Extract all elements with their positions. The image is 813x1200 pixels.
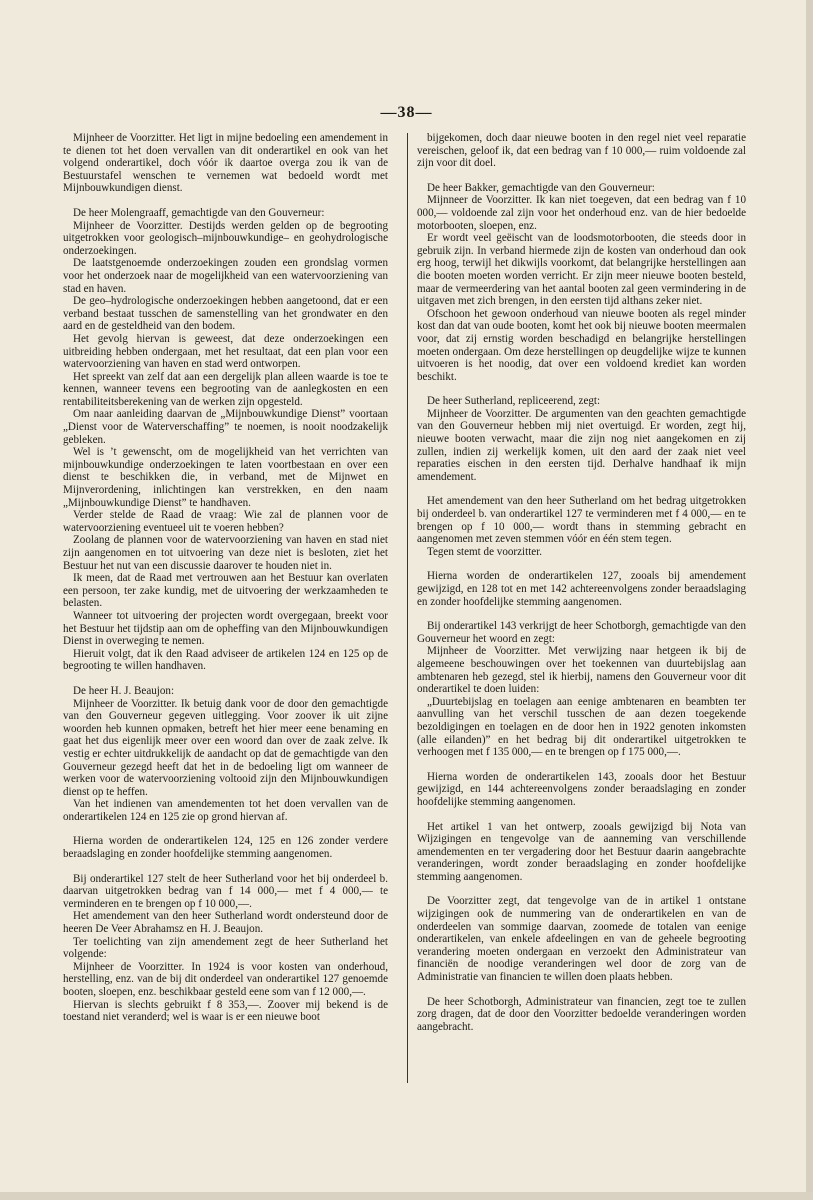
paragraph: Tegen stemt de voorzitter. bbox=[427, 545, 543, 558]
paragraph: Mijnneer de Voorzitter. Ik kan niet toegeven, dat een bedrag van f 10 000,— voldoende zal zijn voor het onderhoud enz. van de hier bedoelde motorbooten, sloepen, enz. bbox=[417, 194, 746, 232]
paragraph: Mijnheer de Voorzitter. Met verwijzing naar hetgeen ik bij de algemeene beschouwingen over het toekennen van duurtebijslag aan ambtenaren heb gezegd, stel ik hierbij, namens den Gouverneur voor dit onderartikel te doen luiden: bbox=[417, 645, 746, 696]
paragraph: Er wordt veel geëischt van de loodsmotorbooten, die steeds door in gebruik zijn. In verband hiermede zijn de kosten van onderhoud dan ook erg hoog, terwijl het dikwijls voorkomt, dat belangrijke herstellingen aan die booten moeten worden verricht. Er zijn meer nieuwe booten besteld, maar de vermeerdering van het aantal booten zal geen vermindering in de uitgaven met zich brengen, in den eersten tijd althans zeker niet. bbox=[417, 232, 746, 308]
paragraph: Mijnheer de Voorzitter. De argumenten van den geachten gemachtigde van den Gouverneur hebben mij niet overtuigd. Er worden, zegt hij, nieuwe booten verwacht, maar die zijn nog niet aangekomen en zij zullen, indien zij werkelijk komen, uit den aard der zaak niet veel reparaties eischen in den eersten tijd. Derhalve handhaaf ik mijn amendement. bbox=[417, 407, 746, 483]
paragraph: bijgekomen, doch daar nieuwe booten in den regel niet veel reparatie vereischen, geloof ik, dat een bedrag van f 10 000,— ruim voldoende zal zijn voor dit doel. bbox=[417, 132, 746, 170]
paragraph: Bij onderartikel 143 verkrijgt de heer Schotborgh, gemachtigde van den Gouverneur het woord en zegt: bbox=[417, 620, 746, 645]
paragraph: De Voorzitter zegt, dat tengevolge van de in artikel 1 ontstane wijzigingen ook de nummering van de onderartikelen en van de onderdeelen van sommige daarvan, zoomede de totalen van eenige onderartikelen, van enkele afdeelingen en van de geheele begrooting verandering moeten ondergaan en verzoekt den Administrateur van financiën de noodige veranderingen wel door de zorg van de Administratie van financien te willen doen plaats hebben. bbox=[417, 895, 746, 984]
paragraph: De heer Schotborgh, Administrateur van financien, zegt toe te zullen zorg dragen, dat de door den Voorzitter bedoelde veranderingen worden aangebracht. bbox=[417, 995, 746, 1033]
paragraph: Verder stelde de Raad de vraag: Wie zal de plannen voor de watervoorziening eventueel uit te voeren hebben? bbox=[63, 509, 388, 534]
paragraph: Mijnheer de Voorzitter. Het ligt in mijne bedoeling een amendement in te dienen tot het doen vervallen van dit onderartikel en ook van het volgend onderartikel, doch vóór ik daartoe overga zou ik van de Bestuurstafel wenschen te vernemen wat bedoeld wordt met Mijnbouwkundigen dienst. bbox=[63, 132, 388, 195]
paragraph: Hierna worden de onderartikelen 143, zooals door het Bestuur gewijzigd, en 144 achtereenvolgens zonder beraadslaging en zonder hoofdelijke stemming aangenomen. bbox=[417, 770, 746, 808]
paragraph: Het gevolg hiervan is geweest, dat deze onderzoekingen een uitbreiding hebben ondergaan, met het resultaat, dat een plan voor een watervoorziening van haven en stad werd ontworpen. bbox=[63, 332, 388, 371]
paragraph: Wel is ’t gewenscht, om de mogelijkheid van het verrichten van mijnbouwkundige onderzoekingen te laten voortbestaan en over een dienst te beschikken die, in verband, met de Mijnwet en Mijnverordening, inlichtingen kan verstrekken, en den naam „Mijnbouwkundige Dienst” te handhaven. bbox=[63, 446, 388, 509]
paragraph: Ik meen, dat de Raad met vertrouwen aan het Bestuur kan overlaten een persoon, ter zake kundig, met de uitvoering der werkzaamheden te belasten. bbox=[63, 572, 388, 610]
paragraph: Het amendement van den heer Sutherland om het bedrag uitgetrokken bij onderdeel b. van onderartikel 127 te verminderen met f 4 000,— en te brengen op f 10 000,— wordt thans in stemming gebracht en aangenomen met zeven stemmen vóór en één stem tegen. bbox=[417, 495, 746, 546]
paragraph: Hiervan is slechts gebruikt f 8 353,—. Zoover mij bekend is de toestand niet veranderd; wel is waar is er een nieuwe boot bbox=[63, 998, 388, 1024]
paragraph: Het spreekt van zelf dat aan een dergelijk plan alleen waarde is toe te kennen, wanneer tevens een begrooting van de aanlegkosten en een rentabiliteitsberekening van de werken zijn opgesteld. bbox=[63, 370, 388, 408]
paragraph: Mijnheer de Voorzitter. In 1924 is voor kosten van onderhoud, herstelling, enz. van de bij dit onderdeel van onderartikel 127 genoemde booten, sloepen, enz. beschikbaar gesteld eene som van f 12 000,—. bbox=[63, 960, 388, 998]
right-column bbox=[417, 132, 746, 1033]
paragraph: Van het indienen van amendementen tot het doen vervallen van de onderartikelen 124 en 125 zie op grond hiervan af. bbox=[63, 798, 388, 823]
paragraph: Mijnheer de Voorzitter. Ik betuig dank voor de door den gemachtigde van den Gouverneur gegeven uitlegging. Voor zoover ik uit zijne woorden heb kunnen opmaken, betreft het hier meer eene benaming en gaat het dus eigenlijk meer over een woord dan over de zaak zelve. Ik vestig er echter uitdrukkelijk de aandacht op dat de gemachtigde van den Gouverneur gezegd heeft dat het in de bedoeling ligt om wanneer de werken voor de watervoorziening voltooid zijn den Mijnbouwkundigen dienst op te heffen. bbox=[63, 697, 388, 798]
scan-edge-bottom bbox=[0, 1192, 813, 1200]
paragraph: „Duurtebijslag en toelagen aan eenige ambtenaren en beambten ter aanvulling van het verschil tusschen de aan dezen toegekende bezoldigingen en toelagen en de door hen in 1922 genoten inkomsten (alle eilanden)” en het bedrag bij dit onderartikel uitgetrokken te verhoogen met f 135 000,— en te brengen op f 175 000,—. bbox=[417, 695, 746, 759]
page-number: —38— bbox=[380, 104, 433, 121]
paragraph: Bij onderartikel 127 stelt de heer Sutherland voor het bij onderdeel b. daarvan uitgetrokken bedrag van f 14 000,— met f 4 000,— te verminderen en te brengen op f 10 000,—. bbox=[63, 872, 388, 910]
paragraph: De heer Bakker, gemachtigde van den Gouverneur: bbox=[427, 181, 655, 194]
paragraph: Mijnheer de Voorzitter. Destijds werden gelden op de begrooting uitgetrokken voor geologisch–mijnbouwkundige– en geohydrologische onderzoekingen. bbox=[63, 219, 388, 257]
paragraph: De heer Molengraaff, gemachtigde van den Gouverneur: bbox=[73, 206, 325, 219]
paragraph: Het artikel 1 van het ontwerp, zooals gewijzigd bij Nota van Wijzigingen en tengevolge van de aanneming van verschillende amendementen en ter vergadering door het Bestuur daarin aangebrachte veranderingen, wordt zonder beraadslaging en zonder hoofdelijke stemming aangenomen. bbox=[417, 820, 746, 883]
paragraph: De heer Sutherland, repliceerend, zegt: bbox=[427, 395, 601, 408]
paragraph: Het amendement van den heer Sutherland wordt ondersteund door de heeren De Veer Abrahamsz en H. J. Beaujon. bbox=[63, 910, 388, 936]
paragraph: Wanneer tot uitvoering der projecten wordt overgegaan, breekt voor het Bestuur het tijdstip aan om de opheffing van den Mijnbouwkundigen Dienst in overweging te nemen. bbox=[63, 609, 388, 648]
paragraph: Hierna worden de onderartikelen 127, zooals bij amendement gewijzigd, en 128 tot en met 142 achtereenvolgens zonder beraadslaging en zonder hoofdelijke stemming aangenomen. bbox=[417, 570, 746, 608]
paragraph: Hieruit volgt, dat ik den Raad adviseer de artikelen 124 en 125 op de begrooting te willen handhaven. bbox=[63, 647, 388, 673]
paragraph: De heer H. J. Beaujon: bbox=[73, 684, 175, 697]
paragraph: De geo–hydrologische onderzoekingen hebben aangetoond, dat er een verband bestaat tusschen de samenstelling van het grondwater en den aard en de gesteldheid van den bodem. bbox=[63, 295, 388, 333]
scan-edge-right bbox=[806, 0, 813, 1200]
paragraph: Ter toelichting van zijn amendement zegt de heer Sutherland het volgende: bbox=[63, 935, 388, 961]
left-column bbox=[63, 132, 388, 1024]
paragraph: Ofschoon het gewoon onderhoud van nieuwe booten als regel minder kost dan dat van oude booten, komt het ook bij nieuwe booten meermalen voor, dat zij ernstig worden beschadigd en belangrijke herstellingen moeten ondergaan. Om deze herstellingen op deugdelijke wijze te kunnen uitvoeren is het noodig, dat over een voldoend krediet kan worden beschikt. bbox=[417, 307, 746, 383]
column-divider bbox=[407, 133, 408, 1083]
paragraph: De laatstgenoemde onderzoekingen zouden een grondslag vormen voor het onderzoek naar de mogelijkheid van een watervoorziening van stad en haven. bbox=[63, 257, 388, 295]
paragraph: Zoolang de plannen voor de watervoorziening van haven en stad niet zijn aangenomen en tot uitvoering van deze niet is besloten, ziet het Bestuur het nut van een discussie daarover te houden niet in. bbox=[63, 534, 388, 572]
paragraph: Hierna worden de onderartikelen 124, 125 en 126 zonder verdere beraadslaging en zonder hoofdelijke stemming aangenomen. bbox=[63, 835, 388, 861]
paragraph: Om naar aanleiding daarvan de „Mijnbouwkundige Dienst” voortaan „Dienst voor de Waterverschaffing” te noemen, is nooit noodzakelijk gebleken. bbox=[63, 408, 388, 446]
